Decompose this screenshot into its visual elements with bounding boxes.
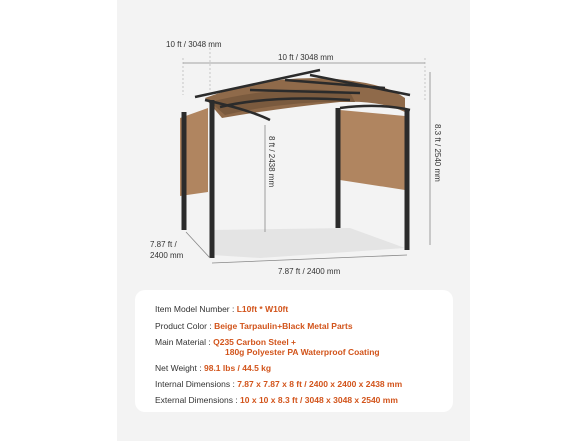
dim-top-width: 10 ft / 3048 mm [278,53,334,62]
spec-external: External Dimensions : 10 x 10 x 8.3 ft / 3048 x 3048 x 2540 mm [155,395,398,405]
spec-weight: Net Weight : 98.1 lbs / 44.5 kg [155,363,272,373]
dim-bottom-depth-2: 2400 mm [150,251,184,260]
spec-internal: Internal Dimensions : 7.87 x 7.87 x 8 ft / 2400 x 2400 x 2438 mm [155,379,403,389]
right-curtain [340,110,405,190]
dim-bottom-width: 7.87 ft / 2400 mm [278,267,341,276]
dim-inner-height: 8 ft / 2438 mm [267,136,276,188]
spec-material: Main Material : Q235 Carbon Steel + 180g Polyester PA Waterproof Coating [155,337,380,357]
dim-top-left: 10 ft / 3048 mm [166,40,222,49]
spec-card [135,290,453,412]
spec-model: Item Model Number : L10ft * W10ft [155,304,289,314]
bottom-depth-line [186,232,210,258]
floor-shadow [212,228,405,258]
dim-outer-height: 8.3 ft / 2540 mm [433,124,442,182]
dim-bottom-depth-1: 7.87 ft / [150,240,177,249]
spec-color: Product Color : Beige Tarpaulin+Black Metal Parts [155,321,353,331]
